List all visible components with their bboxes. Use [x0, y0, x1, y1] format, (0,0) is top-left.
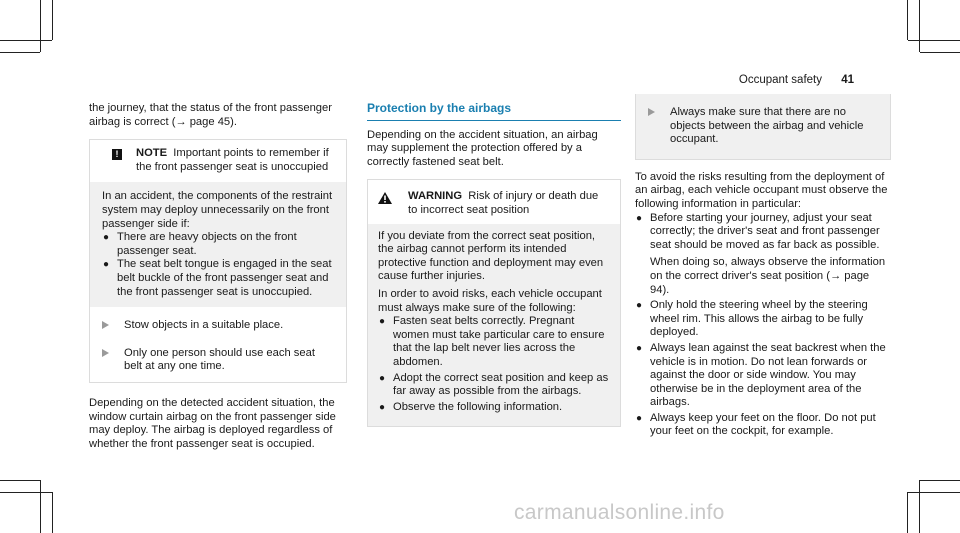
warning-title: WARNING Risk of injury or death due to incorrect seat position — [408, 190, 599, 216]
crop-mark — [52, 0, 53, 40]
action-box-body — [636, 94, 890, 159]
crop-mark — [52, 492, 53, 533]
action-step: Stow objects in a suitable place. — [102, 319, 334, 333]
note-actions — [90, 307, 346, 382]
column-2 — [367, 102, 621, 427]
intro-paragraph: Depending on the accident situation, an airbag may supplement the protection offered by a correctly fastened seat belt. — [367, 128, 598, 168]
arrow-icon — [102, 349, 109, 357]
info-list — [635, 212, 891, 440]
crop-mark — [40, 0, 41, 52]
warning-box — [367, 179, 621, 427]
list-item: ● The seat belt tongue is engaged in the seat belt buckle of the front passenger seat and the front passenger seat is unoccupied. — [103, 258, 332, 298]
watermark: carmanualsonline.info — [514, 501, 725, 524]
warning-triangle-icon — [378, 192, 392, 204]
outro-paragraph: Depending on the detected accident situation, the window curtain airbag on the front passenger side may deploy. The airbag is deployed regardless of whether the front passenger seat is occupied. — [89, 396, 336, 450]
column-3 — [635, 94, 891, 439]
sub-paragraph: When doing so, always observe the information on the correct driver's seat position (→ page 94). — [650, 256, 886, 296]
note-body — [90, 182, 346, 307]
note-header — [90, 140, 346, 182]
list-item: ● Adopt the correct seat position and keep as far away as possible from the airbags. — [379, 371, 609, 398]
warning-paragraph: In order to avoid risks, each vehicle occupant must always make sure of the following: — [378, 287, 602, 314]
crop-mark — [0, 52, 40, 53]
action-step: Always make sure that there are no objects between the airbag and vehicle occupant. — [648, 106, 878, 147]
crop-mark — [920, 480, 960, 481]
note-box — [89, 139, 347, 383]
list-item: ● Before starting your journey, adjust your seat correctly; the driver's seat and front passenger seat should be moved as far back as possible. When doing so, always observe the information on the correct driver's seat position (→ page 94). — [635, 212, 891, 298]
list-item: ● Always keep your feet on the floor. Do not put your feet on the cockpit, for example. — [636, 411, 876, 438]
section-title: Occupant safety — [738, 74, 822, 86]
exclamation-icon: ! — [112, 149, 122, 160]
crop-mark — [907, 492, 908, 533]
crop-mark — [0, 40, 52, 41]
section-heading: Protection by the airbags — [367, 101, 512, 115]
warning-paragraph: If you deviate from the correct seat position, the airbag cannot perform its intended protective function and deployment may even cause further injuries. — [378, 229, 604, 283]
crop-mark — [907, 0, 908, 40]
list-item: ● There are heavy objects on the front passenger seat. — [103, 231, 297, 257]
intro-paragraph: To avoid the risks resulting from the deployment of an airbag, each vehicle occupant must observe the following information in particular: — [635, 170, 888, 210]
page-number: 41 — [841, 74, 854, 86]
list-item: ● Observe the following information. — [379, 400, 563, 413]
crop-mark — [0, 480, 40, 481]
warning-list — [378, 315, 610, 414]
column-1 — [89, 102, 347, 451]
action-step: Only one person should use each seat belt at any one time. — [102, 347, 334, 374]
intro-paragraph: the journey, that the status of the front passenger airbag is correct (→ page 45). — [89, 102, 332, 128]
note-list — [102, 231, 334, 299]
list-item: ● Always lean against the seat backrest when the vehicle is in motion. Do not lean forwards or against the door or side window. You may otherwise be in the deployment area of the airbags. — [636, 341, 886, 409]
note-label: NOTE — [136, 147, 168, 160]
warning-label: WARNING — [408, 190, 463, 203]
crop-mark — [919, 480, 920, 533]
crop-mark — [919, 0, 920, 52]
note-title: NOTE Important points to remember if the front passenger seat is unoccupied — [136, 147, 329, 173]
list-item: ● Fasten seat belts correctly. Pregnant women must take particular care to ensure that the lap belt never lies across the abdomen. — [379, 315, 605, 368]
crop-mark — [40, 480, 41, 533]
action-box — [635, 94, 891, 160]
crop-mark — [908, 40, 960, 41]
section-heading-wrap — [367, 102, 621, 121]
list-item: ● Only hold the steering wheel by the steering wheel rim. This allows the airbag to be fully deployed. — [636, 299, 868, 339]
running-header — [739, 74, 854, 88]
arrow-icon — [102, 321, 109, 329]
crop-mark — [920, 52, 960, 53]
crop-mark — [0, 492, 52, 493]
warning-body — [368, 224, 620, 427]
crop-mark — [908, 492, 960, 493]
arrow-icon — [648, 108, 655, 116]
warning-header — [368, 180, 620, 223]
note-text: In an accident, the components of the restraint system may deploy unnecessarily on the front passenger side if: — [102, 190, 333, 230]
